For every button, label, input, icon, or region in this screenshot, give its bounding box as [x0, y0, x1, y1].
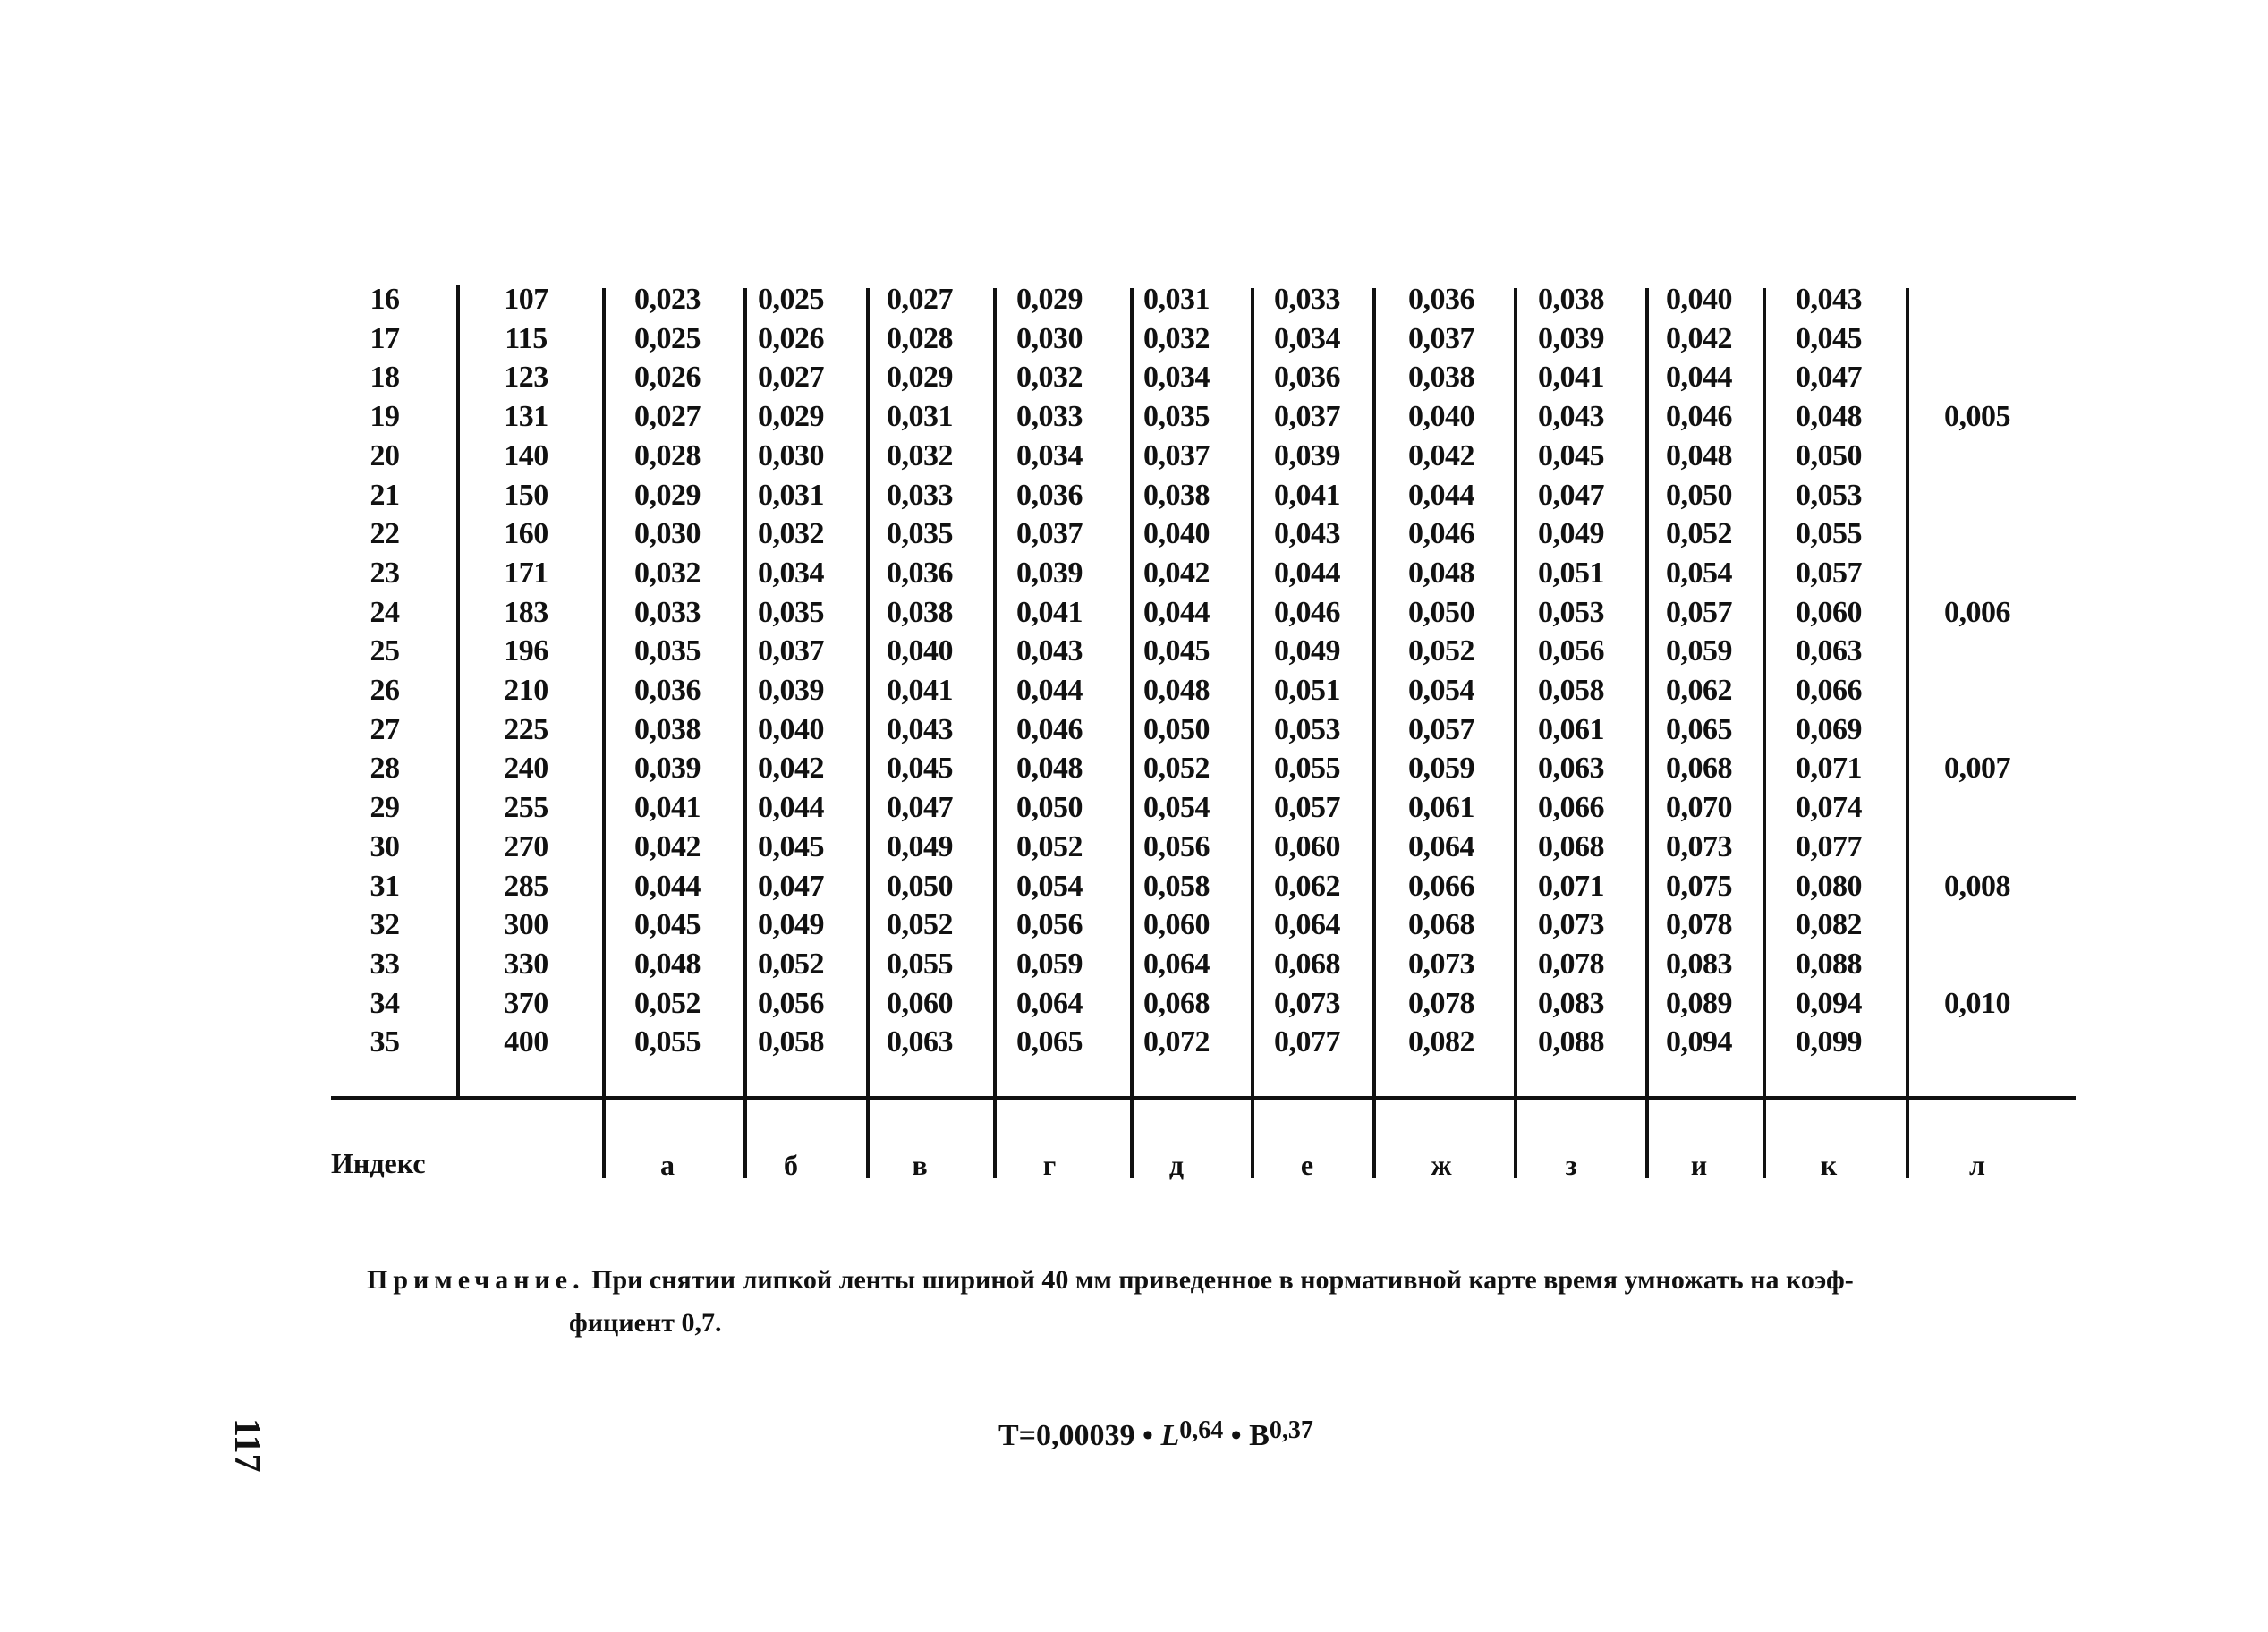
value-cell: 0,029 — [887, 361, 953, 395]
last-col-cell: 0,008 — [1944, 869, 2010, 903]
row-number-cell: 26 — [370, 674, 400, 707]
value-cell: 0,029 — [634, 478, 701, 512]
value-cell: 0,044 — [1666, 361, 1732, 395]
length-cell: 107 — [504, 283, 548, 316]
last-col-cell: 0,007 — [1944, 752, 2010, 786]
value-cell: 0,053 — [1796, 478, 1862, 512]
value-cell: 0,056 — [1538, 634, 1604, 668]
value-cell: 0,042 — [634, 829, 701, 863]
value-cell: 0,043 — [887, 712, 953, 746]
value-cell: 0,047 — [1538, 478, 1604, 512]
value-cell: 0,026 — [758, 321, 824, 355]
value-cell: 0,038 — [1143, 478, 1210, 512]
length-cell: 196 — [504, 634, 548, 668]
value-cell: 0,074 — [1796, 791, 1862, 825]
value-cell: 0,045 — [1538, 438, 1604, 472]
row-number-cell: 24 — [370, 595, 400, 629]
value-cell: 0,057 — [1408, 712, 1474, 746]
value-cell: 0,048 — [1143, 674, 1210, 707]
index-letter: к — [1820, 1149, 1838, 1181]
value-cell: 0,032 — [1143, 321, 1210, 355]
value-cell: 0,035 — [758, 595, 824, 629]
length-cell: 240 — [504, 752, 548, 786]
index-letter: е — [1300, 1149, 1314, 1181]
value-cell: 0,029 — [1016, 283, 1083, 316]
length-cell: 225 — [504, 712, 548, 746]
value-cell: 0,053 — [1538, 595, 1604, 629]
value-cell: 0,050 — [1408, 595, 1474, 629]
value-cell: 0,057 — [1274, 791, 1340, 825]
value-cell: 0,046 — [1408, 517, 1474, 551]
value-cell: 0,033 — [887, 478, 953, 512]
value-cell: 0,052 — [1666, 517, 1732, 551]
index-letter: и — [1690, 1149, 1708, 1181]
value-cell: 0,043 — [1274, 517, 1340, 551]
column-divider — [1130, 288, 1134, 1178]
value-cell: 0,037 — [758, 634, 824, 668]
value-cell: 0,037 — [1143, 438, 1210, 472]
index-letter: в — [912, 1149, 928, 1181]
value-cell: 0,038 — [1408, 361, 1474, 395]
value-cell: 0,040 — [758, 712, 824, 746]
column-divider — [743, 288, 747, 1178]
note-text: При снятии липкой ленты шириной 40 мм приведенное в нормативной карте время умножать на коэф- — [584, 1265, 1854, 1295]
length-cell: 300 — [504, 908, 548, 942]
length-cell: 370 — [504, 986, 548, 1020]
value-cell: 0,049 — [887, 829, 953, 863]
page-number: 117 — [226, 1418, 268, 1473]
value-cell: 0,037 — [1274, 400, 1340, 434]
value-cell: 0,043 — [1016, 634, 1083, 668]
value-cell: 0,059 — [1666, 634, 1732, 668]
value-cell: 0,099 — [1796, 1025, 1862, 1059]
value-cell: 0,031 — [758, 478, 824, 512]
value-cell: 0,044 — [1274, 556, 1340, 590]
row-number-cell: 28 — [370, 752, 400, 786]
value-cell: 0,073 — [1538, 908, 1604, 942]
value-cell: 0,033 — [1274, 283, 1340, 316]
value-cell: 0,080 — [1796, 869, 1862, 903]
value-cell: 0,047 — [887, 791, 953, 825]
length-cell: 255 — [504, 791, 548, 825]
value-cell: 0,058 — [758, 1025, 824, 1059]
value-cell: 0,048 — [634, 947, 701, 981]
column-divider — [1514, 288, 1517, 1178]
value-cell: 0,048 — [1016, 752, 1083, 786]
value-cell: 0,055 — [1274, 752, 1340, 786]
value-cell: 0,078 — [1408, 986, 1474, 1020]
value-cell: 0,037 — [1016, 517, 1083, 551]
row-number-cell: 33 — [370, 947, 400, 981]
value-cell: 0,039 — [634, 752, 701, 786]
value-cell: 0,036 — [1408, 283, 1474, 316]
column-divider — [1251, 288, 1254, 1178]
value-cell: 0,043 — [1538, 400, 1604, 434]
value-cell: 0,083 — [1538, 986, 1604, 1020]
value-cell: 0,034 — [1016, 438, 1083, 472]
value-cell: 0,034 — [758, 556, 824, 590]
value-cell: 0,062 — [1274, 869, 1340, 903]
column-divider — [1763, 288, 1766, 1178]
value-cell: 0,028 — [887, 321, 953, 355]
value-cell: 0,058 — [1143, 869, 1210, 903]
value-cell: 0,048 — [1796, 400, 1862, 434]
note-paragraph — [367, 1260, 2085, 1301]
value-cell: 0,045 — [758, 829, 824, 863]
formula-prefix: T=0,00039 • — [998, 1419, 1161, 1452]
value-cell: 0,029 — [758, 400, 824, 434]
value-cell: 0,038 — [1538, 283, 1604, 316]
row-number-cell: 34 — [370, 986, 400, 1020]
value-cell: 0,061 — [1408, 791, 1474, 825]
index-letter: б — [784, 1149, 798, 1181]
value-cell: 0,034 — [1274, 321, 1340, 355]
value-cell: 0,078 — [1538, 947, 1604, 981]
value-cell: 0,094 — [1666, 1025, 1732, 1059]
value-cell: 0,065 — [1016, 1025, 1083, 1059]
value-cell: 0,040 — [1143, 517, 1210, 551]
column-divider — [993, 288, 997, 1178]
value-cell: 0,077 — [1796, 829, 1862, 863]
value-cell: 0,054 — [1666, 556, 1732, 590]
value-cell: 0,057 — [1796, 556, 1862, 590]
length-cell: 115 — [505, 321, 548, 355]
value-cell: 0,033 — [1016, 400, 1083, 434]
value-cell: 0,041 — [1016, 595, 1083, 629]
length-cell: 140 — [504, 438, 548, 472]
value-cell: 0,046 — [1666, 400, 1732, 434]
row-number-cell: 22 — [370, 517, 400, 551]
row-number-cell: 17 — [370, 321, 400, 355]
length-cell: 285 — [504, 869, 548, 903]
value-cell: 0,077 — [1274, 1025, 1340, 1059]
value-cell: 0,044 — [634, 869, 701, 903]
value-cell: 0,031 — [1143, 283, 1210, 316]
value-cell: 0,039 — [1016, 556, 1083, 590]
row-number-cell: 32 — [370, 908, 400, 942]
value-cell: 0,064 — [1274, 908, 1340, 942]
value-cell: 0,027 — [634, 400, 701, 434]
formula-var-l: L — [1160, 1419, 1180, 1452]
value-cell: 0,045 — [887, 752, 953, 786]
value-cell: 0,071 — [1538, 869, 1604, 903]
value-cell: 0,045 — [1796, 321, 1862, 355]
last-col-cell: 0,006 — [1944, 595, 2010, 629]
value-cell: 0,035 — [887, 517, 953, 551]
value-cell: 0,052 — [1408, 634, 1474, 668]
column-divider — [602, 288, 606, 1178]
value-cell: 0,035 — [1143, 400, 1210, 434]
value-cell: 0,060 — [887, 986, 953, 1020]
column-divider — [1645, 288, 1649, 1178]
value-cell: 0,052 — [1016, 829, 1083, 863]
value-cell: 0,060 — [1796, 595, 1862, 629]
value-cell: 0,040 — [887, 634, 953, 668]
value-cell: 0,071 — [1796, 752, 1862, 786]
value-cell: 0,060 — [1143, 908, 1210, 942]
value-cell: 0,050 — [1016, 791, 1083, 825]
value-cell: 0,073 — [1408, 947, 1474, 981]
value-cell: 0,058 — [1538, 674, 1604, 707]
value-cell: 0,032 — [758, 517, 824, 551]
length-cell: 171 — [504, 556, 548, 590]
value-cell: 0,038 — [887, 595, 953, 629]
value-cell: 0,036 — [1274, 361, 1340, 395]
value-cell: 0,045 — [1143, 634, 1210, 668]
row-number-cell: 27 — [370, 712, 400, 746]
value-cell: 0,039 — [1274, 438, 1340, 472]
value-cell: 0,042 — [1408, 438, 1474, 472]
value-cell: 0,044 — [758, 791, 824, 825]
value-cell: 0,050 — [887, 869, 953, 903]
value-cell: 0,044 — [1143, 595, 1210, 629]
value-cell: 0,034 — [1143, 361, 1210, 395]
value-cell: 0,032 — [887, 438, 953, 472]
row-number-cell: 21 — [370, 478, 400, 512]
value-cell: 0,040 — [1666, 283, 1732, 316]
value-cell: 0,060 — [1274, 829, 1340, 863]
value-cell: 0,070 — [1666, 791, 1732, 825]
row-number-cell: 29 — [370, 791, 400, 825]
value-cell: 0,049 — [1274, 634, 1340, 668]
row-number-cell: 30 — [370, 829, 400, 863]
value-cell: 0,056 — [1143, 829, 1210, 863]
value-cell: 0,054 — [1408, 674, 1474, 707]
value-cell: 0,030 — [758, 438, 824, 472]
value-cell: 0,042 — [1143, 556, 1210, 590]
value-cell: 0,088 — [1796, 947, 1862, 981]
value-cell: 0,055 — [634, 1025, 701, 1059]
column-divider — [866, 288, 870, 1178]
column-divider — [456, 285, 460, 1099]
value-cell: 0,052 — [887, 908, 953, 942]
value-cell: 0,041 — [634, 791, 701, 825]
value-cell: 0,048 — [1666, 438, 1732, 472]
value-cell: 0,040 — [1408, 400, 1474, 434]
value-cell: 0,044 — [1408, 478, 1474, 512]
value-cell: 0,056 — [1016, 908, 1083, 942]
note-continuation: фициент 0,7. — [569, 1308, 722, 1338]
value-cell: 0,050 — [1143, 712, 1210, 746]
value-cell: 0,066 — [1796, 674, 1862, 707]
row-number-cell: 35 — [370, 1025, 400, 1059]
value-cell: 0,054 — [1016, 869, 1083, 903]
value-cell: 0,062 — [1666, 674, 1732, 707]
value-cell: 0,063 — [1538, 752, 1604, 786]
value-cell: 0,057 — [1666, 595, 1732, 629]
index-letter: л — [1969, 1149, 1985, 1181]
value-cell: 0,089 — [1666, 986, 1732, 1020]
value-cell: 0,072 — [1143, 1025, 1210, 1059]
row-number-cell: 19 — [370, 400, 400, 434]
value-cell: 0,078 — [1666, 908, 1732, 942]
value-cell: 0,082 — [1796, 908, 1862, 942]
value-cell: 0,026 — [634, 361, 701, 395]
value-cell: 0,050 — [1666, 478, 1732, 512]
value-cell: 0,048 — [1408, 556, 1474, 590]
last-col-cell: 0,005 — [1944, 400, 2010, 434]
row-number-cell: 31 — [370, 869, 400, 903]
value-cell: 0,023 — [634, 283, 701, 316]
value-cell: 0,083 — [1666, 947, 1732, 981]
value-cell: 0,059 — [1016, 947, 1083, 981]
value-cell: 0,064 — [1143, 947, 1210, 981]
value-cell: 0,068 — [1143, 986, 1210, 1020]
value-cell: 0,052 — [1143, 752, 1210, 786]
value-cell: 0,064 — [1016, 986, 1083, 1020]
index-letter: г — [1042, 1149, 1057, 1181]
value-cell: 0,052 — [634, 986, 701, 1020]
value-cell: 0,049 — [758, 908, 824, 942]
value-cell: 0,041 — [1538, 361, 1604, 395]
row-number-cell: 16 — [370, 283, 400, 316]
value-cell: 0,027 — [887, 283, 953, 316]
value-cell: 0,064 — [1408, 829, 1474, 863]
value-cell: 0,036 — [634, 674, 701, 707]
value-cell: 0,032 — [634, 556, 701, 590]
value-cell: 0,036 — [887, 556, 953, 590]
value-cell: 0,025 — [758, 283, 824, 316]
value-cell: 0,061 — [1538, 712, 1604, 746]
value-cell: 0,063 — [887, 1025, 953, 1059]
value-cell: 0,035 — [634, 634, 701, 668]
value-cell: 0,046 — [1016, 712, 1083, 746]
value-cell: 0,030 — [634, 517, 701, 551]
length-cell: 150 — [504, 478, 548, 512]
value-cell: 0,051 — [1538, 556, 1604, 590]
value-cell: 0,047 — [758, 869, 824, 903]
value-cell: 0,053 — [1274, 712, 1340, 746]
value-cell: 0,030 — [1016, 321, 1083, 355]
value-cell: 0,068 — [1538, 829, 1604, 863]
formula — [998, 1418, 1313, 1456]
index-letter: з — [1565, 1149, 1577, 1181]
row-number-cell: 20 — [370, 438, 400, 472]
value-cell: 0,052 — [758, 947, 824, 981]
value-cell: 0,073 — [1274, 986, 1340, 1020]
value-cell: 0,027 — [758, 361, 824, 395]
value-cell: 0,068 — [1274, 947, 1340, 981]
value-cell: 0,047 — [1796, 361, 1862, 395]
value-cell: 0,075 — [1666, 869, 1732, 903]
formula-var-b: • B — [1223, 1419, 1270, 1452]
length-cell: 210 — [504, 674, 548, 707]
value-cell: 0,046 — [1274, 595, 1340, 629]
value-cell: 0,025 — [634, 321, 701, 355]
length-cell: 183 — [504, 595, 548, 629]
length-cell: 330 — [504, 947, 548, 981]
length-cell: 400 — [504, 1025, 548, 1059]
last-col-cell: 0,010 — [1944, 986, 2010, 1020]
value-cell: 0,051 — [1274, 674, 1340, 707]
column-divider — [1906, 288, 1909, 1178]
value-cell: 0,054 — [1143, 791, 1210, 825]
value-cell: 0,028 — [634, 438, 701, 472]
length-cell: 160 — [504, 517, 548, 551]
row-number-cell: 25 — [370, 634, 400, 668]
value-cell: 0,043 — [1796, 283, 1862, 316]
value-cell: 0,039 — [1538, 321, 1604, 355]
value-cell: 0,038 — [634, 712, 701, 746]
value-cell: 0,041 — [1274, 478, 1340, 512]
value-cell: 0,068 — [1666, 752, 1732, 786]
value-cell: 0,055 — [887, 947, 953, 981]
value-cell: 0,045 — [634, 908, 701, 942]
index-letter: д — [1168, 1149, 1185, 1181]
value-cell: 0,073 — [1666, 829, 1732, 863]
value-cell: 0,050 — [1796, 438, 1862, 472]
value-cell: 0,055 — [1796, 517, 1862, 551]
length-cell: 123 — [504, 361, 548, 395]
value-cell: 0,036 — [1016, 478, 1083, 512]
value-cell: 0,069 — [1796, 712, 1862, 746]
value-cell: 0,033 — [634, 595, 701, 629]
value-cell: 0,041 — [887, 674, 953, 707]
value-cell: 0,088 — [1538, 1025, 1604, 1059]
formula-exp-b: 0,37 — [1269, 1416, 1313, 1444]
value-cell: 0,037 — [1408, 321, 1474, 355]
value-cell: 0,066 — [1538, 791, 1604, 825]
value-cell: 0,068 — [1408, 908, 1474, 942]
value-cell: 0,042 — [758, 752, 824, 786]
table-separator — [331, 1096, 2076, 1100]
value-cell: 0,066 — [1408, 869, 1474, 903]
value-cell: 0,059 — [1408, 752, 1474, 786]
index-label: Индекс — [331, 1147, 426, 1179]
column-divider — [1372, 288, 1376, 1178]
value-cell: 0,049 — [1538, 517, 1604, 551]
index-letter: ж — [1431, 1149, 1452, 1181]
value-cell: 0,039 — [758, 674, 824, 707]
row-number-cell: 23 — [370, 556, 400, 590]
value-cell: 0,042 — [1666, 321, 1732, 355]
value-cell: 0,065 — [1666, 712, 1732, 746]
value-cell: 0,032 — [1016, 361, 1083, 395]
note-heading: Примечание. — [367, 1265, 585, 1295]
row-number-cell: 18 — [370, 361, 400, 395]
value-cell: 0,044 — [1016, 674, 1083, 707]
length-cell: 270 — [504, 829, 548, 863]
value-cell: 0,031 — [887, 400, 953, 434]
index-letter: а — [660, 1149, 675, 1181]
value-cell: 0,063 — [1796, 634, 1862, 668]
value-cell: 0,094 — [1796, 986, 1862, 1020]
value-cell: 0,056 — [758, 986, 824, 1020]
length-cell: 131 — [504, 400, 548, 434]
formula-exp-l: 0,64 — [1179, 1416, 1224, 1444]
value-cell: 0,082 — [1408, 1025, 1474, 1059]
